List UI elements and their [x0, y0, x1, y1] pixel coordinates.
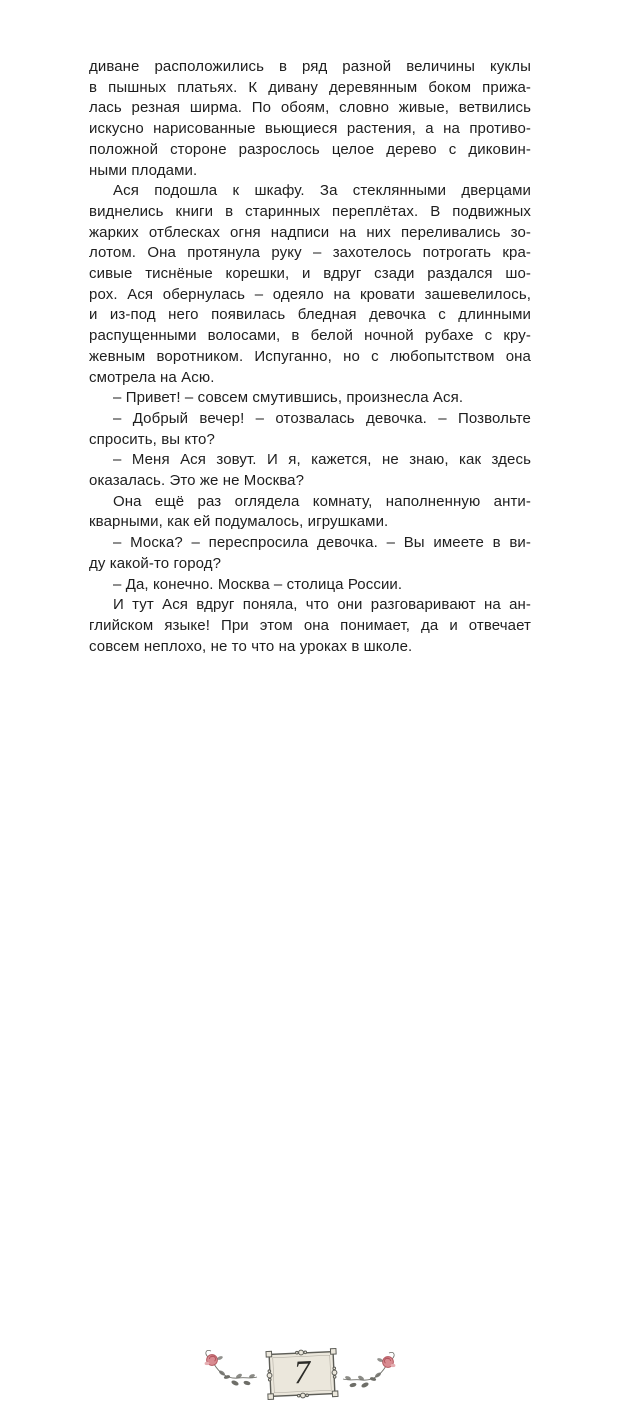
paragraph	[89, 492, 531, 533]
text-line: ду какой-то город?	[89, 554, 222, 572]
text-line: смотрела на Асю.	[89, 368, 215, 386]
paragraph	[89, 181, 531, 388]
text-line: лась резная ширма. По обоям, словно живые, ветвились	[89, 99, 531, 117]
text-line: жарких отблесках огня надписи на них переливались зо-	[89, 223, 531, 241]
text-line: ными плодами.	[89, 161, 198, 179]
text-line: Она ещё раз оглядела комнату, наполненную анти-	[113, 492, 531, 510]
page-footer	[0, 670, 618, 1392]
text-line: – Меня Ася зовут. И я, кажется, не знаю, как здесь	[113, 451, 531, 469]
page-number-frame	[262, 1345, 342, 1403]
text-line: – Привет! – совсем смутившись, произнесла Ася.	[113, 389, 464, 407]
text-line: И тут Ася вдруг поняла, что они разговаривают на ан-	[113, 596, 531, 614]
paragraph	[89, 595, 531, 657]
text-line: кварными, как ей подумалось, игрушками.	[89, 513, 389, 531]
text-line: – Да, конечно. Москва – столица России.	[113, 575, 403, 593]
text-line: глийском языке! При этом она понимает, да и отвечает	[89, 616, 531, 634]
text-line: лотом. Она протянула руку – захотелось потрогать кра-	[89, 244, 531, 262]
text-line: – Добрый вечер! – отозвалась девочка. – Позвольте	[113, 409, 531, 427]
text-line: оказалась. Это же не Москва?	[89, 472, 305, 490]
text-line: спросить, вы кто?	[89, 430, 215, 448]
paragraph	[89, 409, 531, 450]
paragraph	[89, 450, 531, 491]
text-line: диване расположились в ряд разной величины куклы	[89, 58, 531, 75]
paragraph	[89, 57, 531, 181]
text-line: искусно нарисованные вьющиеся растения, а на противо-	[89, 120, 531, 138]
text-line: положной стороне разрослось целое дерево с диковин-	[89, 140, 531, 158]
text-line: рох. Ася обернулась – одеяло на кровати зашевелилось,	[89, 285, 531, 303]
text-line: Ася подошла к шкафу. За стеклянными дверцами	[113, 182, 531, 200]
text-line: виднелись книги в старинных переплётах. В подвижных	[89, 202, 531, 220]
paragraph	[89, 575, 531, 596]
page-text	[89, 57, 531, 657]
text-line: совсем неплохо, не то что на уроках в школе.	[89, 637, 413, 655]
text-line: в пышных платьях. К дивану деревянным боком прижа-	[89, 78, 531, 96]
text-line: распущенными волосами, в белой ночной рубахе с кру-	[89, 327, 531, 345]
floral-ornament-right-icon	[338, 1348, 400, 1404]
text-line: и из-под него появилась бледная девочка с длинными	[89, 306, 531, 324]
text-line: сивые тиснёные корешки, и вдруг сзади раздался шо-	[89, 265, 531, 283]
floral-ornament-left-icon	[200, 1346, 262, 1402]
paragraph	[89, 388, 531, 409]
paragraph	[89, 533, 531, 574]
text-line: жевным воротником. Испуганно, но с любопытством она	[89, 347, 531, 365]
text-line: – Моска? – переспросила девочка. – Вы имеете в ви-	[113, 534, 531, 552]
page-number: 7	[292, 1354, 312, 1392]
